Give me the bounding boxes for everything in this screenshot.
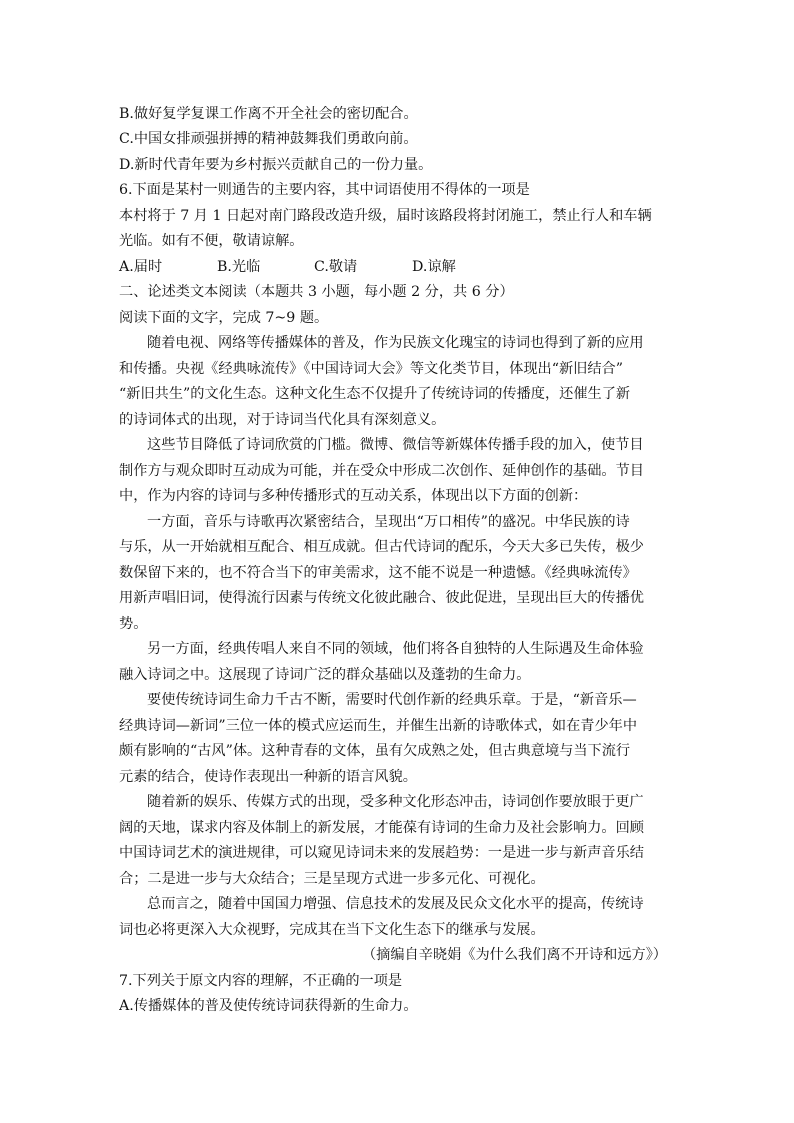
passage-line: 一方面，音乐与诗歌再次紧密结合，呈现出“万口相传”的盛况。中华民族的诗 (147, 514, 630, 530)
q6-notice-line-1: 本村将于 7 月 1 日起对南门路段改造升级，届时该路段将封闭施工，禁止行人和车辆 (119, 208, 652, 224)
passage-line: 制作方与观众即时互动成为可能，并在受众中形成二次创作、延伸创作的基础。节目 (119, 463, 644, 479)
passage-line: 和传播。央视《经典咏流传》《中国诗词大会》等文化类节目，体现出“新旧结合” (119, 361, 623, 377)
q5-option-d: D.新时代青年要为乡村振兴贡献自己的一份力量。 (119, 157, 433, 173)
passage-line: 中国诗词艺术的演进规律，可以窥见诗词未来的发展趋势：一是进一步与新声音乐结 (119, 845, 644, 861)
passage-line: 颇有影响的“古风”体。这种青春的文体，虽有欠成熟之处，但古典意境与当下流行 (119, 743, 631, 759)
q6-option-a: A.届时 (119, 259, 163, 275)
passage-line: 的诗词体式的出现，对于诗词当代化具有深刻意义。 (119, 412, 446, 428)
q6-option-b: B.光临 (217, 259, 261, 275)
passage-line: 随着新的娱乐、传媒方式的出现，受多种文化形态冲击，诗词创作要放眼于更广 (147, 794, 644, 810)
passage-line: 要使传统诗词生命力千古不断，需要时代创作新的经典乐章。于是，“新音乐— (147, 692, 637, 708)
passage-line: 经典诗词—新词”三位一体的模式应运而生，并催生出新的诗歌体式，如在青少年中 (119, 718, 638, 734)
q6-option-d: D.谅解 (412, 259, 456, 275)
passage-line: 势。 (119, 616, 148, 632)
q6-notice-line-2: 光临。如有不便，敬请谅解。 (119, 233, 304, 249)
passage-line: 阔的天地，谋求内容及体制上的新发展，才能葆有诗词的生命力及社会影响力。回顾 (119, 820, 644, 836)
passage-line: 用新声唱旧词，使得流行因素与传统文化彼此融合、彼此促进，呈现出巨大的传播优 (119, 590, 644, 606)
source-attribution: （摘编自辛晓娟《为什么我们离不开诗和远方》） (361, 947, 667, 963)
q6-stem: 6.下面是某村一则通告的主要内容，其中词语使用不得体的一项是 (119, 182, 530, 198)
reading-instruction: 阅读下面的文字，完成 7~9 题。 (119, 310, 329, 326)
q6-option-c: C.敬请 (314, 259, 358, 275)
passage-line: 与乐，从一开始就相互配合、相互成就。但古代诗词的配乐，今天大多已失传，极少 (119, 539, 644, 555)
passage-line: 总而言之，随着中国国力增强、信息技术的发展及民众文化水平的提高，传统诗 (147, 896, 644, 912)
q7-option-a: A.传播媒体的普及使传统诗词获得新的生命力。 (119, 998, 418, 1014)
section-heading: 二、论述类文本阅读（本题共 3 小题，每小题 2 分，共 6 分） (119, 284, 514, 300)
passage-line: 词也必将更深入大众视野，完成其在当下文化生态下的继承与发展。 (119, 922, 545, 938)
passage-line: 合；二是进一步与大众结合；三是呈现方式进一步多元化、可视化。 (119, 871, 545, 887)
q7-stem: 7.下列关于原文内容的理解，不正确的一项是 (119, 973, 403, 989)
passage-line: 元素的结合，使诗作表现出一种新的语言风貌。 (119, 769, 417, 785)
passage-line: “新旧共生”的文化生态。这种文化生态不仅提升了传统诗词的传播度，还催生了新 (119, 386, 631, 402)
q5-option-b: B.做好复学复课工作离不开全社会的密切配合。 (119, 106, 418, 122)
passage-line: 融入诗词之中。这展现了诗词广泛的群众基础以及蓬勃的生命力。 (119, 667, 531, 683)
passage-line: 这些节目降低了诗词欣赏的门槛。微博、微信等新媒体传播手段的加入，使节目 (147, 437, 644, 453)
passage-line: 数保留下来的，也不符合当下的审美需求，这不能不说是一种遗憾。《经典咏流传》 (119, 565, 637, 581)
passage-line: 另一方面，经典传唱人来自不同的领域，他们将各自独特的人生际遇及生命体验 (147, 641, 644, 657)
q5-option-c: C.中国女排顽强拼搏的精神鼓舞我们勇敢向前。 (119, 131, 418, 147)
passage-line: 中，作为内容的诗词与多种传播形式的互动关系，体现出以下方面的创新： (119, 488, 588, 504)
passage-line: 随着电视、网络等传播媒体的普及，作为民族文化瑰宝的诗词也得到了新的应用 (147, 335, 644, 351)
